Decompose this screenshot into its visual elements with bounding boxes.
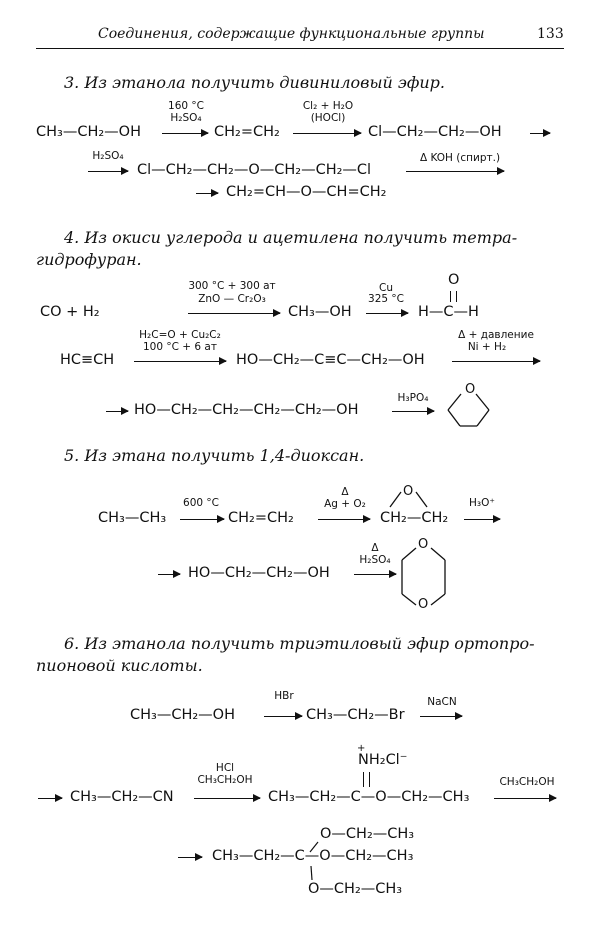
p3-cond1-acid: H₂SO₄: [170, 112, 202, 124]
p6-cond4-ethanol: CH₃CH₂OH: [499, 776, 555, 788]
p4-methanol: CH₃—OH: [288, 304, 352, 320]
running-header: Соединения, содержащие функциональные группы: [98, 26, 485, 42]
p3-ethylene: CH₂=CH₂: [214, 124, 280, 140]
p4-cond4-pressure: Δ + давление: [458, 329, 534, 341]
p6-imidate: CH₃—CH₂—C—O—CH₂—CH₃: [268, 789, 470, 805]
p6-orthoester-top: O—CH₂—CH₃: [320, 826, 415, 842]
problem-6-title-line2: пионовой кислоты.: [36, 656, 203, 675]
p3-ethanol: CH₃—CH₂—OH: [36, 124, 141, 140]
p6-imine-charge: +: [357, 743, 366, 754]
p4-butanediol: HO—CH₂—CH₂—CH₂—CH₂—OH: [134, 402, 359, 418]
p4-cond2-temp: 325 °C: [368, 293, 404, 305]
thf-ring: [448, 394, 489, 426]
p4-butynediol: HO—CH₂—C≡C—CH₂—OH: [236, 352, 425, 368]
p4-formaldehyde: H—C—H: [418, 304, 479, 320]
p6-orthoester-bottom: O—CH₂—CH₃: [308, 881, 403, 897]
p5-cond3-acid: H₃O⁺: [469, 497, 495, 509]
p4-cond3-conditions: 100 °C + 6 ат: [142, 341, 217, 353]
p5-cond2-reagents: Ag + O₂: [324, 498, 366, 510]
p5-ethylene-oxide: CH₂—CH₂: [380, 510, 449, 526]
p6-cond3-hcl: HCl: [215, 762, 235, 774]
p6-ethanol: CH₃—CH₂—OH: [130, 707, 235, 723]
p4-cond4-hydrogen: Ni + H₂: [467, 341, 507, 353]
p4-cond1-conditions: 300 °C + 300 ат: [188, 280, 276, 292]
p4-co-h2: CO + H₂: [40, 304, 100, 320]
epoxide-oxygen: O: [403, 484, 414, 499]
p6-iminium: NH₂Cl⁻: [358, 752, 408, 768]
dioxane-top-oxygen: O: [418, 537, 429, 552]
p6-propionitrile: CH₃—CH₂—CN: [70, 789, 174, 805]
problem-3-title: 3. Из этанола получить дивиниловый эфир.: [64, 73, 445, 92]
p4-cond1-catalyst: ZnO — Cr₂O₃: [198, 293, 266, 305]
p6-cond2-nacn: NaCN: [427, 696, 457, 708]
p3-cond1-temp: 160 °C: [168, 100, 204, 112]
dioxane-ring: [402, 548, 445, 605]
p5-cond4-acid: H₂SO₄: [359, 554, 391, 566]
p3-chlorohydrin: Cl—CH₂—CH₂—OH: [368, 124, 502, 140]
p6-cond1-hbr: HBr: [274, 690, 294, 702]
p4-cond5-acid: H₃PO₄: [397, 392, 429, 404]
epoxide-ring: [390, 492, 427, 507]
p4-cond3-reagents: H₂C=O + Cu₂C₂: [139, 329, 221, 341]
p4-cond2-cu: Cu: [379, 282, 393, 294]
p5-ethane: CH₃—CH₃: [98, 510, 167, 526]
p3-dichloroether: Cl—CH₂—CH₂—O—CH₂—CH₂—Cl: [137, 162, 372, 178]
page-number: 133: [537, 26, 564, 42]
p6-orthoester: CH₃—CH₂—C—O—CH₂—CH₃: [212, 848, 414, 864]
problem-6-title-line1: 6. Из этанола получить триэтиловый эфир ортопро-: [64, 634, 535, 653]
p3-cond3-acid: H₂SO₄: [92, 150, 124, 162]
p5-cond2-heat: Δ: [341, 486, 349, 498]
p5-cond1-temp: 600 °C: [183, 497, 219, 509]
p5-ethylene-glycol: HO—CH₂—CH₂—OH: [188, 565, 330, 581]
p5-cond4-heat: Δ: [371, 542, 379, 554]
p4-formaldehyde-o: O: [448, 272, 460, 288]
p3-cond2-reagent: Cl₂ + H₂O: [302, 100, 354, 112]
p3-divinyl-ether: CH₂=CH—O—CH=CH₂: [226, 184, 387, 200]
problem-4-title-line2: гидрофуран.: [36, 250, 142, 269]
p5-ethylene: CH₂=CH₂: [228, 510, 294, 526]
thf-ring-oxygen: O: [465, 382, 476, 397]
problem-4-title-line1: 4. Из окиси углерода и ацетилена получить тетра-: [64, 228, 518, 247]
p3-cond4: Δ KOH (спирт.): [419, 152, 501, 164]
p6-ethyl-bromide: CH₃—CH₂—Br: [306, 707, 405, 723]
dioxane-bottom-oxygen: O: [418, 597, 429, 612]
p3-cond2-hocl: (HOCl): [310, 112, 346, 124]
p4-acetylene: HC≡CH: [60, 352, 115, 368]
p6-cond3-ethanol: CH₃CH₂OH: [197, 774, 253, 786]
orthoester-bonds: [310, 842, 318, 880]
problem-5-title: 5. Из этана получить 1,4-диоксан.: [64, 446, 365, 465]
